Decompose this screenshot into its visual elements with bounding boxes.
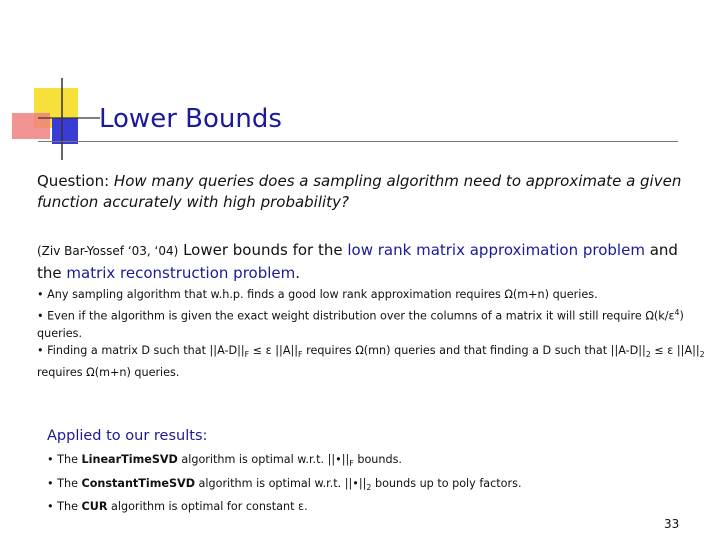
- bullet-1-bound: Ω(m+n): [504, 288, 550, 301]
- bullet-2-end: queries.: [37, 326, 83, 340]
- bullet-1-end: queries.: [549, 288, 598, 301]
- applied-item-linear: [47, 450, 687, 474]
- bullet-3-bound-1: Ω(mn): [355, 344, 391, 358]
- bullet-3-sub-3: 2: [645, 350, 651, 360]
- applied-1-mid: algorithm is optimal w.r.t. ||•||: [177, 453, 350, 466]
- title-divider: [38, 141, 678, 142]
- bullet-2-bound-a: Ω(k/ε: [645, 309, 675, 323]
- citation-highlight-reconstruction: matrix reconstruction problem: [66, 264, 296, 282]
- bullet-3-a: • Finding a matrix D such that ||A-D||: [37, 344, 245, 358]
- applied-results-list: [47, 450, 687, 517]
- applied-1-algorithm: LinearTimeSVD: [81, 453, 178, 466]
- bullet-3-sub-4: 2: [699, 350, 705, 360]
- bullet-2-exponent: 4: [674, 307, 680, 317]
- applied-1-sub: F: [349, 459, 354, 469]
- applied-3-algorithm: CUR: [81, 500, 108, 514]
- applied-2-algorithm: ConstantTimeSVD: [81, 476, 195, 490]
- citation-text-1: Lower bounds for the: [178, 241, 348, 259]
- citation-text-3: .: [295, 264, 301, 282]
- applied-item-cur: [47, 497, 687, 517]
- bullet-3-b: ≤ ε ||A||: [249, 344, 299, 358]
- applied-1-post: bounds.: [353, 453, 402, 466]
- applied-1-pre: • The: [47, 453, 82, 466]
- applied-2-mid: algorithm is optimal w.r.t. ||•||: [194, 476, 367, 490]
- bullet-1-text: • Any sampling algorithm that w.h.p. finds a good low rank approximation requires: [37, 288, 505, 301]
- applied-2-sub: 2: [366, 482, 372, 492]
- bullet-3-bound-2: Ω(m+n): [86, 365, 131, 379]
- decorative-squares-graphic: [0, 0, 100, 170]
- question-label: Question:: [37, 172, 110, 190]
- applied-3-pre: • The: [47, 500, 82, 514]
- bullet-3-f: requires: [37, 365, 87, 379]
- bullet-3-c: requires: [302, 344, 356, 358]
- applied-item-constant: [47, 474, 687, 498]
- red-square: [12, 113, 50, 139]
- bullet-3-g: queries.: [130, 365, 180, 379]
- page-number: 33: [664, 517, 680, 531]
- citation-highlight-low-rank: low rank matrix approximation problem: [347, 241, 645, 259]
- question-paragraph: [37, 171, 697, 213]
- bullet-reconstruction: [37, 342, 707, 381]
- applied-heading: Applied to our results:: [47, 428, 208, 444]
- question-text: How many queries does a sampling algorithm need to approximate a given function accurately with high probability?: [37, 172, 682, 211]
- applied-2-pre: • The: [47, 476, 82, 490]
- bullet-2-text: • Even if the algorithm is given the exact weight distribution over the columns of a matrix it will still require: [37, 309, 646, 323]
- citation-reference: (Ziv Bar-Yossef ‘03, ‘04): [37, 244, 179, 258]
- bullet-3-e: ≤ ε ||A||: [650, 344, 700, 358]
- bullet-3-d: queries and that finding a D such that ||A-D||: [390, 344, 646, 358]
- slide-title: Lower Bounds: [99, 104, 282, 134]
- applied-2-post: bounds up to poly factors.: [371, 476, 522, 490]
- lower-bound-bullets: [37, 286, 707, 381]
- bullet-3-sub-1: F: [244, 350, 250, 360]
- bullet-2-bound-b: ): [679, 309, 684, 323]
- bullet-low-rank: [37, 286, 707, 304]
- citation-paragraph: [37, 239, 697, 284]
- bullet-weight-distribution: [37, 304, 707, 343]
- citation-text-2: and the: [37, 241, 678, 282]
- applied-3-post: algorithm is optimal for constant ε.: [107, 500, 308, 514]
- bullet-3-sub-2: F: [298, 350, 303, 360]
